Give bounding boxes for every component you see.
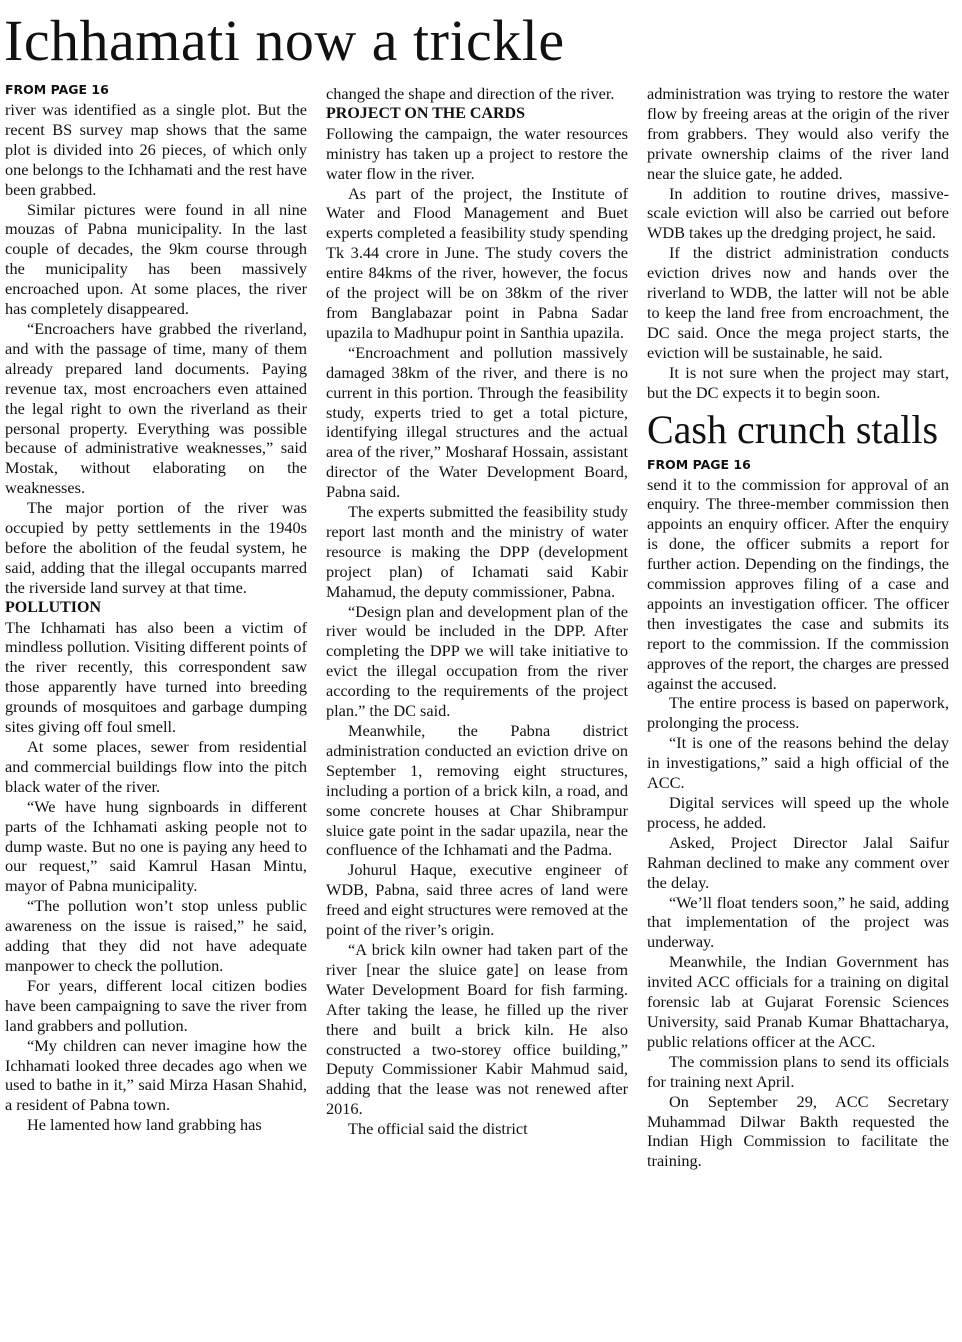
article-column-1: [5, 80, 307, 1135]
paragraph: The experts submitted the feasibility study report last month and the ministry of water resource is making the DPP (development project plan) of Ichamati said Kabir Mahamud, the deputy commissioner, Pabna.: [326, 502, 628, 601]
paragraph: In addition to routine drives, massive-scale eviction will also be carried out before WDB takes up the dredging project, he said.: [647, 183, 949, 243]
paragraph: On September 29, ACC Secretary Muhammad Dilwar Bakth requested the Indian High Commission to facilitate the training.: [647, 1091, 949, 1171]
paragraph: As part of the project, the Institute of Water and Flood Management and Buet experts completed a feasibility study spending Tk 3.44 crore in June. The study covers the entire 84kms of the river, however, the focus of the project will be on 38km of the river from Banglabazar point in Pabna Sadar upazila to Madhupur point in Santhia upazila.: [326, 183, 628, 342]
page-headline: Ichhamati now a trickle: [4, 8, 565, 73]
paragraph: If the district administration conducts eviction drives now and hands over the riverland to WDB, the latter will not be able to keep the land free from encroachment, the DC said. Once the mega project starts, the eviction will be sustainable, he said.: [647, 243, 949, 362]
paragraph: The major portion of the river was occupied by petty settlements in the 1940s before the abolition of the feudal system, he said, adding that the illegal occupants marred the riverside land survey at that time.: [5, 498, 307, 597]
paragraph: The official said the district: [348, 1119, 528, 1139]
subhead-project: PROJECT ON THE CARDS: [326, 104, 525, 122]
paragraph: Johurul Haque, executive engineer of WDB, Pabna, said three acres of land were freed and eight structures were removed at the point of the river’s origin.: [326, 860, 628, 940]
article-column-2: [326, 84, 628, 1139]
paragraph: Asked, Project Director Jalal Saifur Rahman declined to make any comment over the delay.: [647, 832, 949, 892]
paragraph: The entire process is based on paperwork, prolonging the process.: [647, 693, 949, 733]
continued-from-label-2: FROM PAGE 16: [647, 456, 751, 472]
paragraph: Digital services will speed up the whole process, he added.: [647, 793, 949, 832]
paragraph: “A brick kiln owner had taken part of the river [near the sluice gate] on lease from Water Development Board for fish farming. After taking the lease, he filled up the river there and built a brick kiln. He also constructed a two-storey office building,” Deputy Commissioner Kabir Mahmud said, adding that the lease was not renewed after 2016.: [326, 939, 628, 1119]
paragraph: At some places, sewer from residential and commercial buildings flow into the pitch black water of the river.: [5, 737, 307, 796]
paragraph: “We’ll float tenders soon,” he said, adding that implementation of the project was underway.: [647, 892, 949, 952]
paragraph: He lamented how land grabbing has: [27, 1115, 262, 1135]
subhead-pollution: POLLUTION: [5, 598, 102, 616]
paragraph: For years, different local citizen bodies have been campaigning to save the river from land grabbers and pollution.: [5, 975, 307, 1035]
column-2-lead: changed the shape and direction of the river.: [326, 84, 615, 103]
paragraph: The commission plans to send its officials for training next April.: [647, 1051, 949, 1091]
continued-from-label: FROM PAGE 16: [5, 82, 109, 97]
paragraph: It is not sure when the project may start, but the DC expects it to begin soon.: [647, 362, 949, 402]
paragraph: “Design plan and development plan of the river would be included in the DPP. After completing the DPP we will take initiative to evict the illegal occupation from the river according to the requirements of the project plan.” the DC said.: [326, 601, 628, 721]
paragraph: “The pollution won’t stop unless public awareness on the issue is raised,” he said, adding that they did not have adequate manpower to check the pollution.: [5, 896, 307, 975]
paragraph: river was identified as a single plot. But the recent BS survey map shows that the same plot is divided into 26 pieces, of which only one belongs to the Ichhamati and the rest have been grabbed.: [5, 100, 308, 199]
column-1-body: [5, 100, 307, 598]
paragraph: “It is one of the reasons behind the delay in investigations,” said a high official of the ACC.: [647, 733, 949, 793]
paragraph: “My children can never imagine how the Ichhamati looked three decades ago when we used to bathe in it,” said Mirza Hasan Shahid, a resident of Pabna town.: [5, 1035, 307, 1115]
column-3-body-b: [647, 475, 949, 1172]
paragraph: Similar pictures were found in all nine mouzas of Pabna municipality. In the last couple of decades, the 9km course through the municipality has been massively encroached upon. At some places, the river has completely disappeared.: [5, 199, 307, 319]
paragraph: “Encroachment and pollution massively damaged 38km of the river, and there is no current in this portion. Through the feasibility study, experts tried to get a total picture, identifying illegal structures and the actual area of the river,” Mosharaf Hossain, assistant director of the Water Development Board, Pabna said.: [326, 342, 628, 502]
paragraph: The Ichhamati has also been a victim of mindless pollution. Visiting different points of the river recently, this correspondent saw those apparently have turned into breeding grounds of mosquitoes and garbage dumping sites giving off foul smell.: [5, 617, 307, 737]
paragraph: send it to the commission for approval of an enquiry. The three-member commission then appoints an enquiry officer. After the enquiry is done, the officer submits a report for further action. Depending on the findings, the commission approves filing of a case and appoints an investigation officer. The officer then investigates the case and submits its report to the commission. If the commission approves of the report, the charges are pressed against the accused.: [647, 474, 949, 693]
column-1-body-b: [5, 618, 307, 1136]
paragraph: “Encroachers have grabbed the riverland, and with the passage of time, many of them already prepared land documents. Paying revenue tax, most encroachers even attained the legal right to own the riverland as their personal property. Everything was possible because of administrative weaknesses,” said Mostak, without elaborating on the weaknesses.: [5, 318, 307, 498]
second-headline: Cash crunch stalls: [647, 406, 939, 452]
paragraph: Following the campaign, the water resources ministry has taken up a project to restore the water flow in the river.: [326, 123, 628, 183]
article-column-3: [647, 84, 949, 1171]
paragraph: Meanwhile, the Indian Government has invited ACC officials for a training on digital forensic lab at Gujarat Forensic Sciences University, said Pranab Kumar Bhattacharya, public relations officer at the ACC.: [647, 952, 949, 1051]
paragraph: “We have hung signboards in different parts of the Ichhamati asking people not to dump waste. But no one is paying any heed to our request,” said Kamrul Hasan Mintu, mayor of Pabna municipality.: [5, 796, 307, 896]
paragraph: Meanwhile, the Pabna district administration conducted an eviction drive on September 1, removing eight structures, including a portion of a brick kiln, a road, and some concrete houses at Char Shibrampur sluice gate point in the sadar upazila, near the confluence of the Ichhamati and the Padma.: [326, 721, 628, 860]
column-3-body: [647, 84, 949, 403]
column-2-body: [326, 124, 628, 1139]
paragraph: administration was trying to restore the water flow by freeing areas at the origin of the river from grabbers. They would also verify the private ownership claims of the river land near the sluice gate, he added.: [647, 84, 949, 183]
